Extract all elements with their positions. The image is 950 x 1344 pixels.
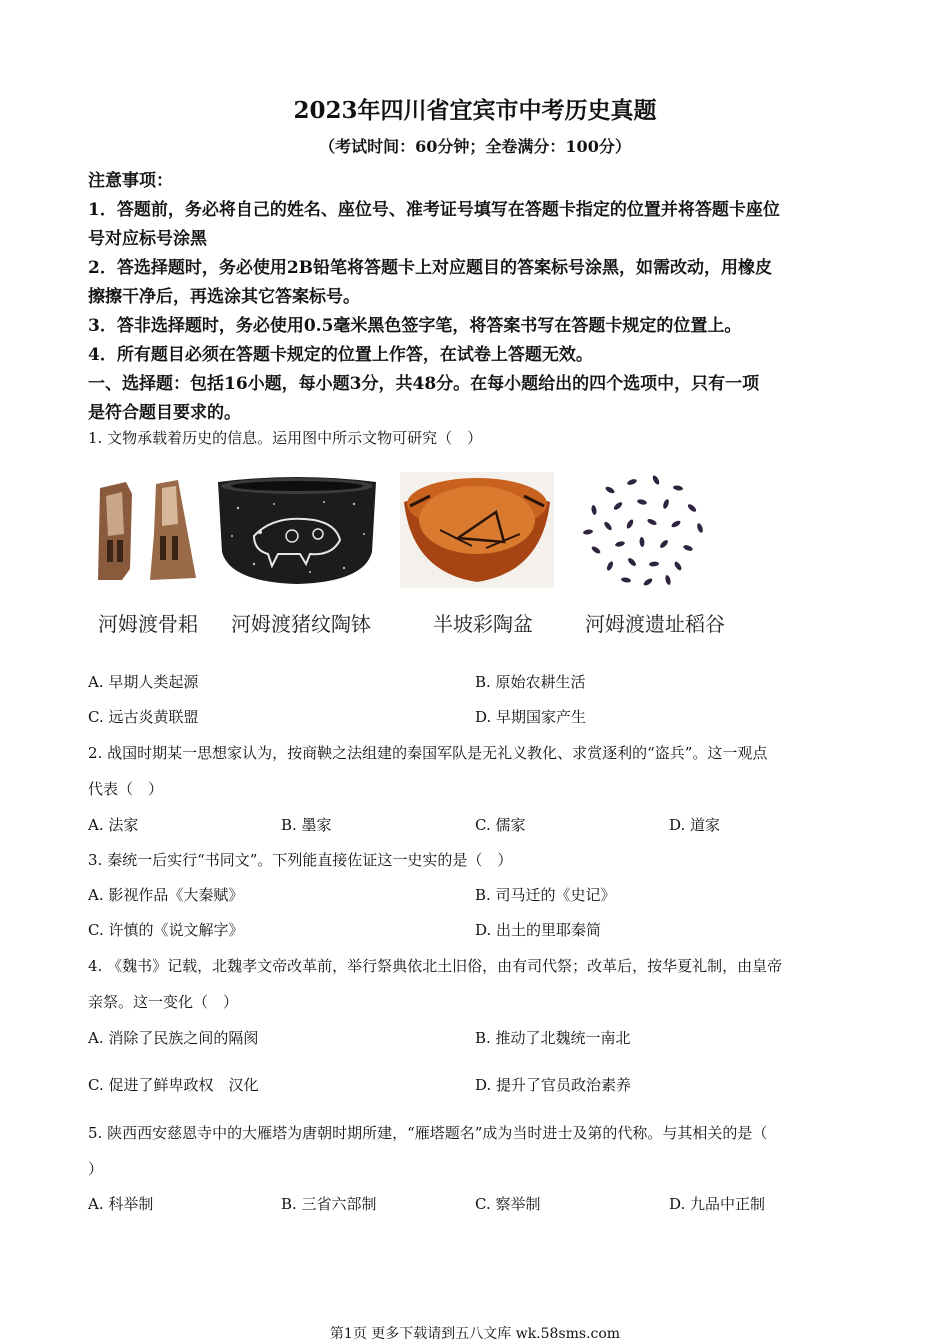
note-3: 3．答非选择题时，务必使用0.5毫米黑色签字笔，将答案书写在答题卡规定的位置上。 bbox=[88, 316, 742, 336]
q1-option-d[interactable]: D. 早期国家产生 bbox=[475, 708, 587, 726]
page-title: 2023年四川省宜宾市中考历史真题 bbox=[293, 97, 657, 124]
rice-grains-image bbox=[580, 470, 710, 590]
q5-stem-line-2: ） bbox=[88, 1160, 104, 1178]
q2-stem-line-1: 2. 战国时期某一思想家认为，按商鞅之法组建的秦国军队是无礼义教化、求赏逐利的“盗兵”。这一观点 bbox=[88, 744, 768, 762]
q2-option-c[interactable]: C. 儒家 bbox=[475, 816, 526, 834]
section-heading-line-1: 一、选择题：包括16小题，每小题3分，共48分。在每小题给出的四个选项中，只有一项 bbox=[88, 374, 760, 394]
section-heading-line-2: 是符合题目要求的。 bbox=[88, 403, 241, 423]
q3-option-d[interactable]: D. 出土的里耶秦简 bbox=[475, 921, 602, 939]
q4-stem-line-2: 亲祭。这一变化（ ） bbox=[88, 993, 239, 1011]
q5-option-c[interactable]: C. 察举制 bbox=[475, 1195, 541, 1213]
q2-option-a[interactable]: A. 法家 bbox=[88, 816, 139, 834]
page-footer: 第1页 更多下载请到五八文库 wk.58sms.com bbox=[329, 1326, 621, 1342]
q5-option-d[interactable]: D. 九品中正制 bbox=[669, 1195, 766, 1213]
exam-info: （考试时间：60分钟；全卷满分：100分） bbox=[319, 137, 631, 156]
q2-option-d[interactable]: D. 道家 bbox=[669, 816, 721, 834]
note-1-line-2: 号对应标号涂黑 bbox=[88, 229, 207, 249]
note-1-line-1: 1．答题前，务必将自己的姓名、座位号、准考证号填写在答题卡指定的位置并将答题卡座位 bbox=[88, 200, 780, 220]
q2-option-b[interactable]: B. 墨家 bbox=[281, 816, 332, 834]
q2-stem-line-2: 代表（ ） bbox=[88, 780, 164, 798]
q5-option-b[interactable]: B. 三省六部制 bbox=[281, 1195, 377, 1213]
q1-stem: 1. 文物承载着历史的信息。运用图中所示文物可研究（ ） bbox=[88, 429, 483, 447]
q5-option-a[interactable]: A. 科举制 bbox=[88, 1195, 154, 1213]
q1-option-b[interactable]: B. 原始农耕生活 bbox=[475, 673, 586, 691]
caption-bone-spade: 河姆渡骨耜 bbox=[98, 612, 198, 636]
caption-pig-bowl: 河姆渡猪纹陶钵 bbox=[231, 612, 371, 636]
notes-heading: 注意事项： bbox=[88, 171, 173, 191]
q4-option-d[interactable]: D. 提升了官员政治素养 bbox=[475, 1076, 632, 1094]
q3-option-a[interactable]: A. 影视作品《大秦赋》 bbox=[88, 886, 244, 904]
q3-option-c[interactable]: C. 许慎的《说文解字》 bbox=[88, 921, 244, 939]
caption-rice: 河姆渡遗址稻谷 bbox=[585, 612, 725, 636]
q3-option-b[interactable]: B. 司马迁的《史记》 bbox=[475, 886, 616, 904]
q4-stem-line-1: 4. 《魏书》记载，北魏孝文帝改革前，举行祭典依北土旧俗，由有司代祭；改革后，按华夏礼制，由皇帝 bbox=[88, 957, 783, 975]
caption-banpo-basin: 半坡彩陶盆 bbox=[433, 612, 533, 636]
q1-option-a[interactable]: A. 早期人类起源 bbox=[88, 673, 199, 691]
note-4: 4．所有题目必须在答题卡规定的位置上作答，在试卷上答题无效。 bbox=[88, 345, 593, 365]
pig-pattern-bowl-image bbox=[214, 474, 380, 586]
q1-option-c[interactable]: C. 远古炎黄联盟 bbox=[88, 708, 199, 726]
bone-spade-image bbox=[92, 474, 204, 586]
q4-option-b[interactable]: B. 推动了北魏统一南北 bbox=[475, 1029, 631, 1047]
q5-stem-line-1: 5. 陕西西安慈恩寺中的大雁塔为唐朝时期所建，“雁塔题名”成为当时进士及第的代称。与其相关的是（ bbox=[88, 1124, 768, 1142]
q3-stem: 3. 秦统一后实行“书同文”。下列能直接佐证这一史实的是（ ） bbox=[88, 851, 513, 869]
q4-option-c[interactable]: C. 促进了鲜卑政权 汉化 bbox=[88, 1076, 259, 1094]
banpo-basin-image bbox=[400, 472, 554, 588]
note-2-line-2: 擦擦干净后，再选涂其它答案标号。 bbox=[88, 287, 360, 307]
note-2-line-1: 2．答选择题时，务必使用2B铅笔将答题卡上对应题目的答案标号涂黑，如需改动，用橡皮 bbox=[88, 258, 773, 278]
q4-option-a[interactable]: A. 消除了民族之间的隔阂 bbox=[88, 1029, 259, 1047]
